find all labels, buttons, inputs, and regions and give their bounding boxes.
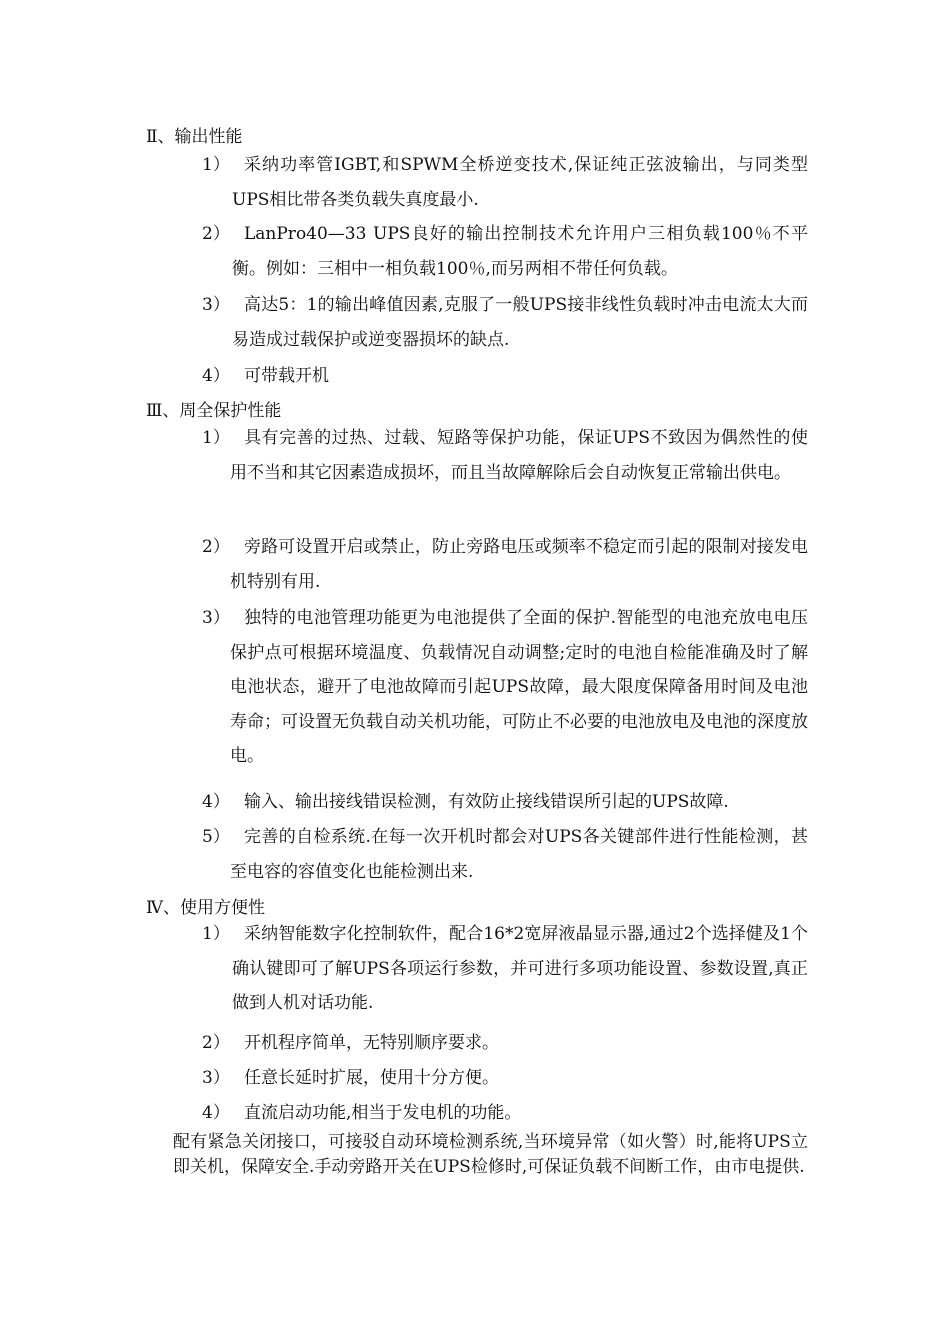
section-heading-protection: Ⅲ、周全保护性能 <box>146 401 282 421</box>
list-item-number: 2） <box>202 1033 230 1053</box>
list-item-number: 2） <box>202 224 230 244</box>
closing-paragraph: 配有紧急关闭接口，可接驳自动环境检测系统,当环境异常（如火警）时,能将UPS立即关机，保障安全.手动旁路开关在UPS检修时,可保证负载不间断工作，由市电提供. <box>173 1132 808 1177</box>
list-item-text: 开机程序简单，无特别顺序要求。 <box>244 1033 499 1053</box>
list-item-text: 任意长延时扩展，使用十分方便。 <box>244 1068 499 1088</box>
list-item-text: 高达5：1的输出峰值因素,克服了一般UPS接非线性负载时冲击电流太大而易造成过载保护或逆变器损坏的缺点. <box>232 295 808 350</box>
list-item-text: 可带载开机 <box>244 366 329 386</box>
list-item-number: 4） <box>202 792 230 812</box>
list-item-number: 1） <box>202 924 230 944</box>
list-item-text: 独特的电池管理功能更为电池提供了全面的保护.智能型的电池充放电电压保护点可根据环境温度、负载情况自动调整;定时的电池自检能准确及时了解电池状态，避开了电池故障而引起UPS故障，最大限度保障备用时间及电池寿命；可设置无负载自动关机功能，可防止不必要的电池放电及电池的深度放电。 <box>230 608 808 766</box>
section-heading-output-performance: Ⅱ、输出性能 <box>146 127 243 147</box>
list-item-text: 完善的自检系统.在每一次开机时都会对UPS各关键部件进行性能检测，甚至电容的容值变化也能检测出来. <box>230 827 808 882</box>
list-item-number: 1） <box>202 155 230 175</box>
list-item-text: 直流启动功能,相当于发电机的功能。 <box>244 1103 522 1123</box>
list-item-number: 3） <box>202 608 230 628</box>
list-item-text: 采纳智能数字化控制软件，配合16*2宽屏液晶显示器,通过2个选择健及1个确认键即可了解UPS各项运行参数，并可进行多项功能设置、参数设置,真正做到人机对话功能. <box>232 924 808 1013</box>
list-item-text: 采纳功率管IGBT,和SPWM全桥逆变技术,保证纯正弦波输出，与同类型UPS相比带各类负载失真度最小. <box>232 155 808 210</box>
list-item-number: 5） <box>202 827 230 847</box>
list-item-text: LanPro40—33 UPS良好的输出控制技术允许用户三相负载100％不平衡。例如：三相中一相负载100％,而另两相不带任何负载。 <box>232 224 808 279</box>
list-item-number: 4） <box>202 1103 230 1123</box>
list-item-number: 3） <box>202 295 230 315</box>
list-item-number: 2） <box>202 537 230 557</box>
list-item-text: 旁路可设置开启或禁止，防止旁路电压或频率不稳定而引起的限制对接发电机特别有用. <box>230 537 808 592</box>
list-item-number: 3） <box>202 1068 230 1088</box>
list-item-text: 输入、输出接线错误检测，有效防止接线错误所引起的UPS故障. <box>244 792 729 812</box>
section-heading-usability: Ⅳ、使用方便性 <box>146 898 265 918</box>
list-item-number: 4） <box>202 366 230 386</box>
list-item-text: 具有完善的过热、过载、短路等保护功能，保证UPS不致因为偶然性的使用不当和其它因素造成损坏，而且当故障解除后会自动恢复正常输出供电。 <box>230 428 808 483</box>
list-item-number: 1） <box>202 428 230 448</box>
